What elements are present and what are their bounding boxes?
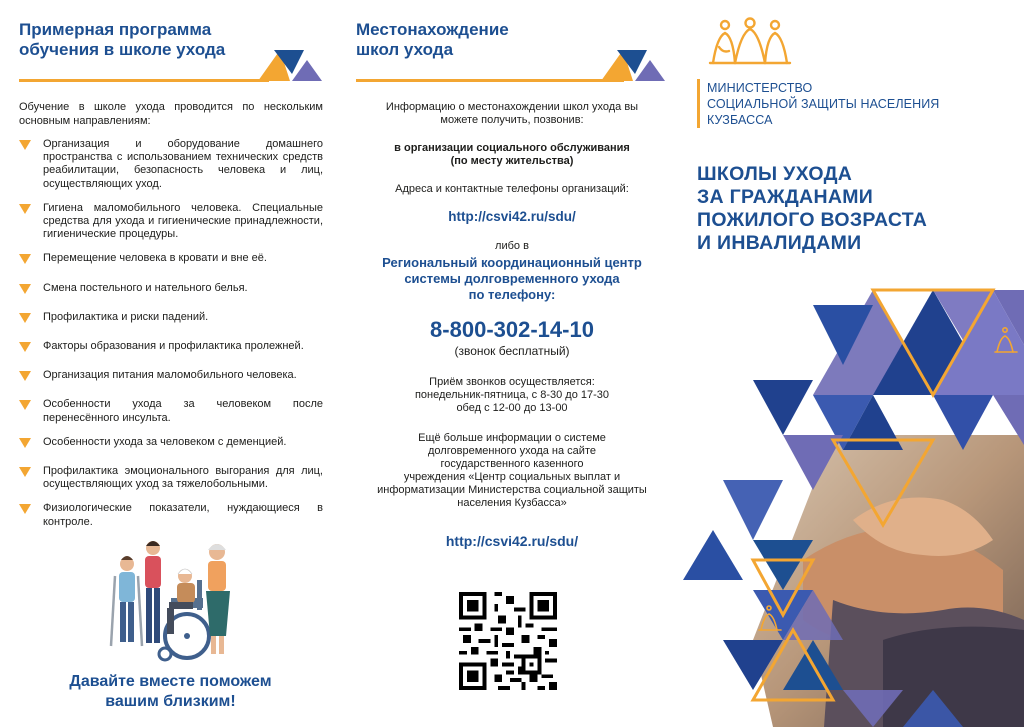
title-underline [356,79,624,82]
phone-note: (звонок бесплатный) [454,344,570,358]
cover-panel [683,0,1024,727]
triangle-decoration [252,44,332,84]
curriculum-intro: Обучение в школе ухода проводится по нескольким основным направлениям: [19,101,323,127]
triangle-bullet-icon [19,254,31,264]
list-item-text: Смена постельного и нательного белья. [43,281,248,294]
location-panel [341,0,683,727]
slogan [20,672,321,712]
list-item-text: Гигиена маломобильного человека. Специальные средства для ухода и гигиенические принадлежности, гигиенические процедуры. [43,201,323,241]
slogan-line: вашим близким! [105,693,236,710]
list-item [19,465,323,491]
addresses-text: Адреса и контактные телефоны организаций: [395,183,629,195]
list-item [19,138,323,191]
org-line: в организации социального обслуживания [394,142,630,154]
more-info-line: долговременного ухода на сайте [428,445,596,457]
list-item [19,502,323,528]
brochure-title-line: И ИНВАЛИДАМИ [697,232,862,254]
brochure-title-line: ПОЖИЛОГО ВОЗРАСТА [697,209,928,231]
brochure-title-line: ЗА ГРАЖДАНАМИ [697,186,874,208]
caregivers-illustration [105,536,245,666]
more-info-line: государственного казенного [440,458,584,470]
list-item-text: Особенности ухода за человеком с деменцией. [43,435,287,448]
list-item [19,282,323,295]
call-hours [365,376,659,415]
more-info-line: информатизации Министерства социальной защиты [377,484,647,496]
list-item [19,311,323,324]
ministry-name-line: СОЦИАЛЬНОЙ ЗАЩИТЫ НАСЕЛЕНИЯ [707,97,940,111]
list-item-text: Профилактика и риски падений. [43,310,209,323]
location-title [356,20,509,60]
qr-code [459,592,557,690]
center-line: по телефону: [468,287,556,302]
more-info-line: Ещё больше информации о системе [418,432,606,444]
list-item-text: Перемещение человека в кровати и вне её. [43,252,267,265]
hours-line: понедельник-пятница, с 8-30 до 17-30 [414,389,610,401]
triangle-decoration [597,44,677,84]
org-line: (по месту жительства) [450,155,574,167]
list-item [19,252,323,265]
center-line: Региональный координационный центр [382,255,642,270]
triangle-bullet-icon [19,400,31,410]
list-item-text: Профилактика эмоционального выгорания для лиц, осуществляющих уход за тяжелобольными. [43,465,323,491]
triangle-bullet-icon [19,313,31,323]
website-link-2[interactable]: http://csvi42.ru/sdu/ [445,533,579,549]
info-text [365,101,659,127]
list-item-text: Организация питания маломобильного человека. [43,369,297,382]
curriculum-title-line: обучения в школе ухода [19,40,226,59]
triangle-bullet-icon [19,204,31,214]
ministry-name-line: МИНИСТЕРСТВО [707,81,813,95]
triangle-bullet-icon [19,467,31,477]
hours-line: Приём звонков осуществляется: [429,376,595,388]
slogan-line: Давайте вместе поможем [69,673,272,690]
hours-line: обед с 12-00 до 13-00 [456,402,568,414]
list-item-text: Факторы образования и профилактика пролежней. [43,340,304,353]
location-title-line: школ ухода [356,40,454,59]
more-info-text [365,432,659,510]
triangle-bullet-icon [19,504,31,514]
triangle-bullet-icon [19,140,31,150]
triangle-bullet-icon [19,438,31,448]
list-item-text: Физиологические показатели, нуждающиеся в контроле. [43,502,323,528]
list-item [19,369,323,382]
triangle-bullet-icon [19,342,31,352]
curriculum-panel [0,0,341,727]
list-item [19,398,323,424]
list-item [19,340,323,353]
list-item-text: Особенности ухода за человеком после перенесённого инсульта. [43,398,323,424]
ministry-name-line: КУЗБАССА [707,113,773,127]
title-underline [19,79,269,82]
list-item [19,436,323,449]
list-item [19,202,323,242]
list-item-text: Организация и оборудование домашнего пространства с использованием технических средств реабилитации, безопасность человека и лиц, осуществляющих уход. [43,138,323,190]
info-line: можете получить, позвонив: [440,114,584,126]
curriculum-list [19,138,323,529]
curriculum-title [19,20,225,60]
either-text: либо в [495,240,529,252]
triangle-mosaic-photo [683,0,1024,727]
website-link[interactable]: http://csvi42.ru/sdu/ [448,209,576,224]
hotline-phone[interactable]: 8-800-302-14-10 [430,317,594,342]
triangle-bullet-icon [19,284,31,294]
brochure-title-line: ШКОЛЫ УХОДА [697,163,853,185]
info-line: Информацию о местонахождении школ ухода вы [385,101,639,113]
more-info-line: населения Кузбасса» [457,497,567,509]
triangle-bullet-icon [19,371,31,381]
regional-center-text [365,255,659,303]
social-org-text [365,142,659,168]
more-info-line: учреждения «Центр социальных выплат и [403,471,621,483]
location-title-line: Местонахождение [356,20,509,39]
center-line: системы долговременного ухода [404,271,620,286]
curriculum-title-line: Примерная программа [19,20,212,39]
